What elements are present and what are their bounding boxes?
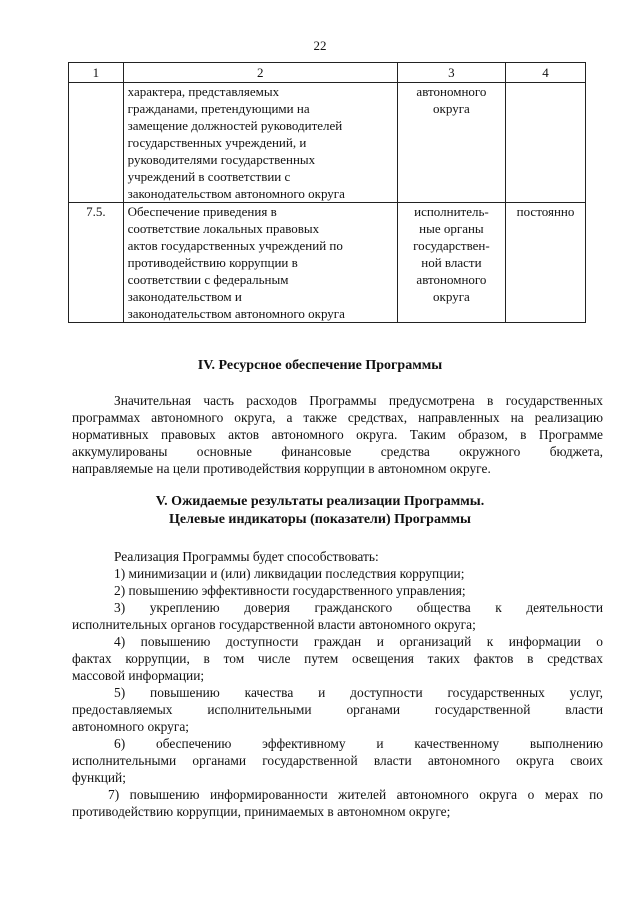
measure-text <box>123 83 397 203</box>
executor <box>397 203 505 323</box>
measure-line: соответствие локальных правовых <box>127 221 320 236</box>
executor-line: автономного <box>416 84 487 99</box>
list-item: 2) повышению эффективности государственного управления; <box>114 583 466 598</box>
list-item: 1) минимизации и (или) ликвидации последствия коррупции; <box>114 566 465 581</box>
section-5-list <box>72 548 603 820</box>
measure-line: государственных учреждений, и <box>127 135 307 150</box>
list-item-continuation: функций; <box>72 770 126 785</box>
header-cell-1: 1 <box>69 63 124 83</box>
list-item-continuation: фактах коррупции, в том числе путем освещения таких фактов в средствах <box>72 651 603 666</box>
row-number <box>69 83 124 203</box>
page-number: 22 <box>313 38 327 53</box>
list-item-continuation: массовой информации; <box>72 668 205 683</box>
executor-line: автономного <box>416 272 487 287</box>
list-item-continuation: предоставляемых исполнительными органами государственной власти <box>72 702 603 717</box>
section-5-title-line-1: V. Ожидаемые результаты реализации Программы. <box>155 494 485 509</box>
executor-line: государствен- <box>413 238 490 253</box>
program-table <box>68 62 586 323</box>
table-row <box>69 203 586 323</box>
measure-line: Обеспечение приведения в <box>127 204 277 219</box>
measure-line: законодательством и <box>127 289 242 304</box>
executor-line: ные органы <box>419 221 484 236</box>
table-header-row <box>69 63 586 83</box>
paragraph-line: аккумулированы основные финансовые средства окружного бюджета, <box>72 444 603 459</box>
paragraph-line: программах автономного округа, а также средствах, направленных на реализацию <box>72 410 603 425</box>
term: постоянно <box>506 203 586 323</box>
section-4-title: IV. Ресурсное обеспечение Программы <box>197 358 443 373</box>
row-number: 7.5. <box>69 203 124 323</box>
executor-line: ной власти <box>421 255 482 270</box>
executor <box>397 83 505 203</box>
measure-line: актов государственных учреждений по <box>127 238 343 253</box>
list-item: 3) укреплению доверия гражданского общества к деятельности <box>114 600 603 615</box>
executor-line: округа <box>433 101 470 116</box>
measure-line: соответствии с федеральным <box>127 272 289 287</box>
measure-line: руководителями государственных <box>127 152 316 167</box>
executor-line: округа <box>433 289 470 304</box>
list-item: 6) обеспечению эффективному и качественному выполнению <box>114 736 603 751</box>
measure-line: характера, представляемых <box>127 84 280 99</box>
header-cell-3: 3 <box>397 63 505 83</box>
measure-text <box>123 203 397 323</box>
list-item: 7) повышению информированности жителей автономного округа о мерах по <box>108 787 603 802</box>
list-item-continuation: исполнительными органами государственной власти автономного округа своих <box>72 753 603 768</box>
header-cell-4: 4 <box>506 63 586 83</box>
intro-line: Реализация Программы будет способствовать: <box>114 549 379 564</box>
paragraph-line: нормативных правовых актов автономного округа. Таким образом, в Программе <box>72 427 603 442</box>
header-cell-2: 2 <box>123 63 397 83</box>
term <box>506 83 586 203</box>
list-item: 5) повышению качества и доступности государственных услуг, <box>114 685 603 700</box>
list-item: 4) повышению доступности граждан и организаций к информации о <box>114 634 603 649</box>
measure-line: учреждений в соответствии с <box>127 169 291 184</box>
paragraph-line: Значительная часть расходов Программы предусмотрена в государственных <box>114 393 603 408</box>
executor-line: исполнитель- <box>414 204 489 219</box>
list-item-continuation: исполнительных органов государственной власти автономного округа; <box>72 617 476 632</box>
measure-line: законодательством автономного округа <box>127 306 345 321</box>
measure-line: замещение должностей руководителей <box>127 118 343 133</box>
table-row <box>69 83 586 203</box>
list-item-continuation: автономного округа; <box>72 719 190 734</box>
measure-line: противодействию коррупции в <box>127 255 298 270</box>
measure-line: законодательством автономного округа <box>127 186 345 201</box>
paragraph-line: направляемые на цели противодействия коррупции в автономном округе. <box>72 461 491 476</box>
section-4-paragraph <box>72 392 603 477</box>
measure-line: гражданами, претендующими на <box>127 101 310 116</box>
section-5-title-line-2: Целевые индикаторы (показатели) Программы <box>169 512 471 527</box>
list-item-continuation: противодействию коррупции, принимаемых в автономном округе; <box>72 804 451 819</box>
